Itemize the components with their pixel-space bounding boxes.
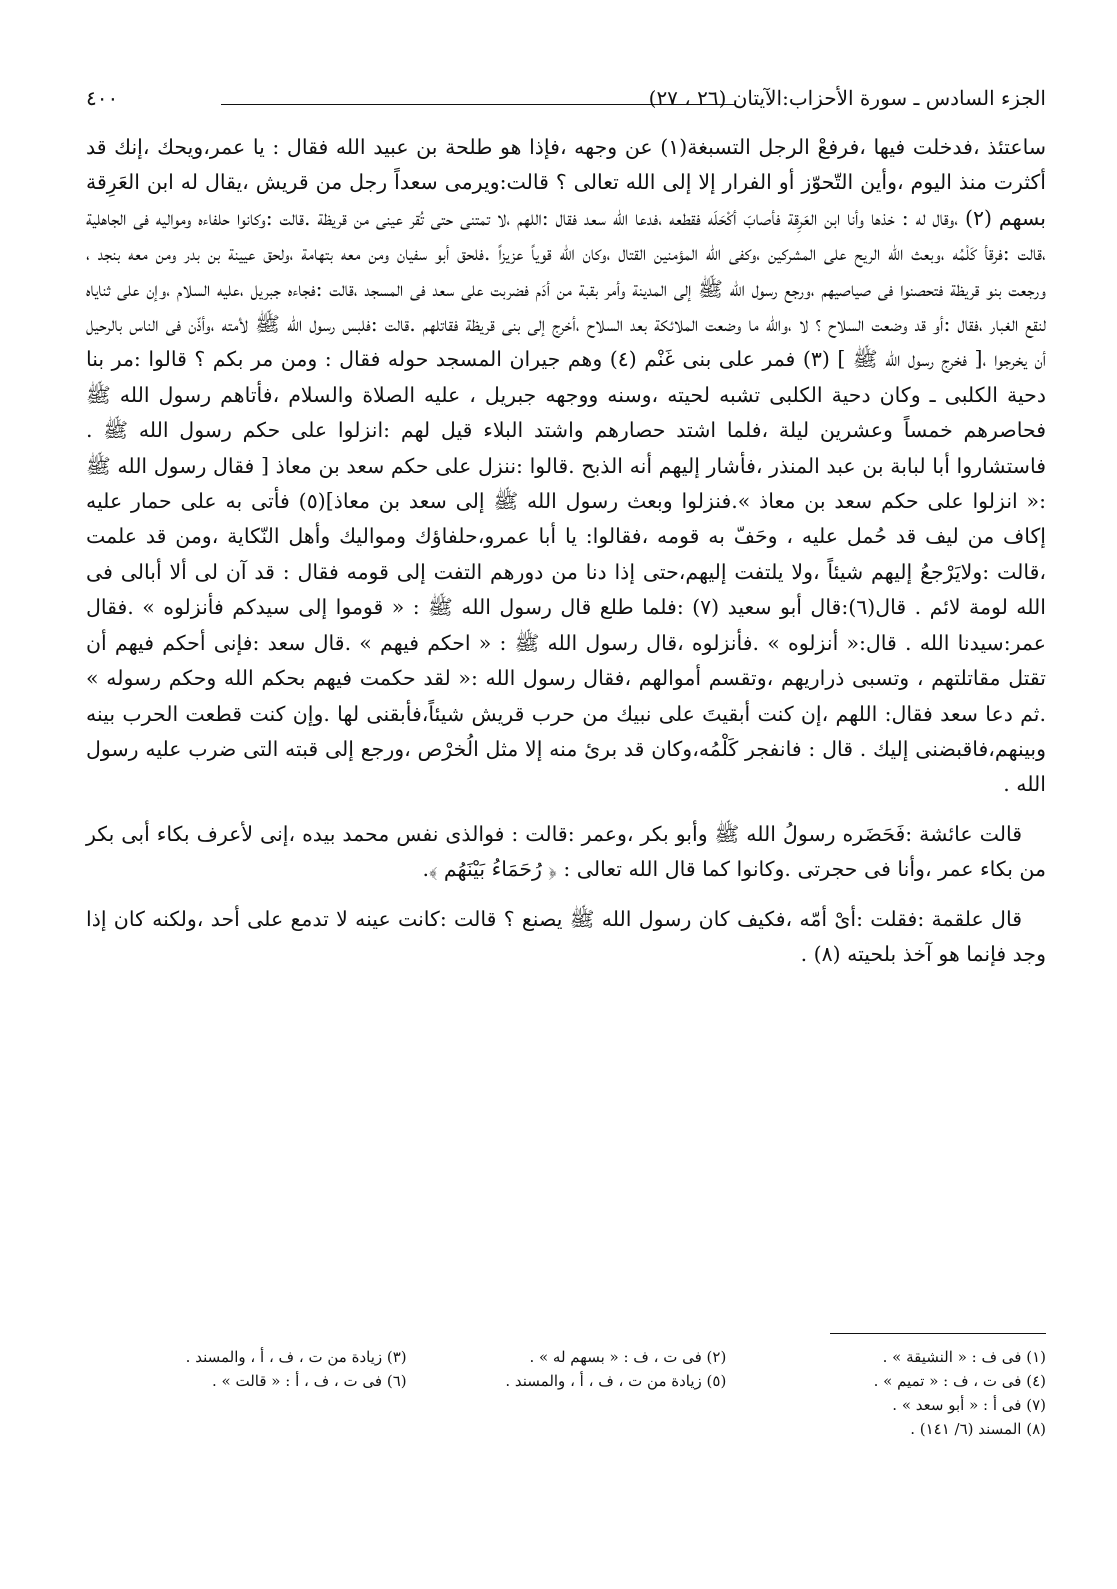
page-number: ٤٠٠ (86, 86, 119, 110)
header-rule (221, 104, 736, 105)
paragraph: قالت عائشة :فَحَضَره رسولُ الله ﷺ وأبو بكر ،وعمر :قالت : فوالذى نفس محمد بيده ،إنى لأعرف بكاء أبى بكر من بكاء عمر ،وأنا فى حجرتى .وكانوا كما قال الله تعالى : ﴿ رُحَمَاءُ بَيْنَهُم ﴾. (86, 821, 1046, 882)
footnote: (٣) زيادة من ت ، ف ، أ ، والمسند . (185, 1348, 407, 1366)
footnote: (٥) زيادة من ت ، ف ، أ ، والمسند . (505, 1372, 727, 1390)
footnote-row (86, 1417, 1046, 1441)
paragraph: قال علقمة :فقلت :أىْ أمّه ،فكيف كان رسول الله ﷺ يصنع ؟ قالت :كانت عينه لا تدمع على أحد ،ولكنه كان إذا وجد فإنما هو آخذ بلحيته (٨) . (86, 906, 1046, 966)
page-header (86, 80, 1046, 120)
running-title: الجزء السادس ـ سورة الأحزاب:الآيتان (٢٦ ، ٢٧) (648, 86, 1046, 110)
footnote: (٢) فى ت ، ف : « بسهم له » . (529, 1348, 727, 1366)
footnote-row (86, 1393, 1046, 1417)
footnote: (٦) فى ت ، ف ، أ : « قالت » . (212, 1372, 407, 1390)
footnote: (٨) المسند (٦/ ١٤١) . (910, 1420, 1046, 1438)
footnote: (٤) فى ت ، ف : « تميم » . (873, 1372, 1046, 1390)
footnotes (86, 1345, 1046, 1441)
footnote-separator (830, 1333, 1046, 1334)
footnote: (٧) فى أ : « أبو سعد » . (892, 1396, 1046, 1414)
paragraph: ساعتئذ ،فدخلت فيها ،فرفعْ الرجل التسبغة(١) عن وجهه ،فإذا هو طلحة بن عبيد الله فقال : يا عمر،ويحك ،إنك قد أكثرت منذ اليوم ،وأين التّحوّز أو الفرار إلا إلى الله تعالى ؟ قالت:ويرمى سعداً رجل من قريش ،يقال له ابن العَرِقة بسهم (٢) ،وقال له : خذها وأنا ابن العَرِقة فأصابَ أكْحَلَه فقطعه ،فدعا الله سعد فقال :اللهم ،لا تمتنى حتى تُقر عينى من قريظة .قالت :وكانوا حلفاءه ومواليه فى الجاهلية ،قالت :فرقأ كَلْمُه ،وبعث الله الريح على المشركين ،وكفى الله المؤمنين القتال ،وكان الله قوياً عزيزاً .فلحق أبو سفيان ومن معه بتهامة ،ولحق عيينة بن بدر ومن معه بنجد ، ورجعت بنو قريظة فتحصنوا فى صياصيهم ،ورجع رسول الله ﷺ إلى المدينة وأمر بقبة من أدَم فضربت على سعد فى المسجد ،قالت :فجاءه جبريل ،عليه السلام ،وإن على ثناياه لنقع الغبار ،فقال :أو قد وضعت السلاح ؟ لا ،والله ما وضعت الملائكة بعد السلاح ،أخرج إلى بنى قريظة فقاتلهم .قالت :فلبس رسول الله ﷺ لأمته ،وأذّن فى الناس بالرحيل أن يخرجوا ،[ فخرج رسول الله ﷺ ] (٣) فمر على بنى غَنْم (٤) وهم جيران المسجد حوله فقال : ومن مر بكم ؟ قالوا :مر بنا دحية الكلبى ـ وكان دحية الكلبى تشبه لحيته ،وسنه ووجهه جبريل ، عليه الصلاة والسلام ،فأتاهم رسول الله ﷺ فحاصرهم خمساً وعشرين ليلة ،فلما اشتد حصارهم واشتد البلاء قيل لهم :انزلوا على حكم رسول الله ﷺ . فاستشاروا أبا لبابة بن عبد المنذر ،فأشار إليهم أنه الذبح .قالوا :ننزل على حكم سعد بن معاذ [ فقال رسول الله ﷺ :« انزلوا على حكم سعد بن معاذ ».فنزلوا وبعث رسول الله ﷺ إلى سعد بن معاذ](٥) فأتى به على حمار عليه إكاف من ليف قد حُمل عليه ، وحَفّ به قومه ،فقالوا: يا أبا عمرو،حلفاؤك ومواليك وأهل النّكاية ،ومن قد علمت ،قالت :ولايَرْجعُ إليهم شيئاً ،ولا يلتفت إليهم،حتى إذا دنا من دورهم التفت إلى قومه فقال : قد آن لى ألا أبالى فى الله لومة لائم . قال(٦):قال أبو سعيد (٧) :فلما طلع قال رسول الله ﷺ : « قوموا إلى سيدكم فأنزلوه » .فقال عمر:سيدنا الله . قال:« أنزلوه » .فأنزلوه ،قال رسول الله ﷺ : « احكم فيهم » .قال سعد :فإنى أحكم فيهم أن تقتل مقاتلتهم ، وتسبى ذراريهم ،وتقسم أموالهم ،فقال رسول الله :« لقد حكمت فيهم بحكم الله وحكم رسوله » .ثم دعا سعد فقال: اللهم ،إن كنت أبقيتَ على نبيك من حرب قريش شيئاً،فأبقنى لها .وإن كنت قطعت الحرب بينه وبينهم،فاقبضنى إليك . قال : فانفجر كَلْمُه،وكان قد برئ منه إلا مثل الُخرْص ،ورجع إلى قبته التى ضرب عليه رسول الله . (86, 135, 1046, 797)
main-text (86, 130, 1046, 972)
footnote-row (86, 1345, 1046, 1369)
footnote: (١) فى ف : « النشيقة » . (882, 1348, 1046, 1366)
footnote-row (86, 1369, 1046, 1393)
